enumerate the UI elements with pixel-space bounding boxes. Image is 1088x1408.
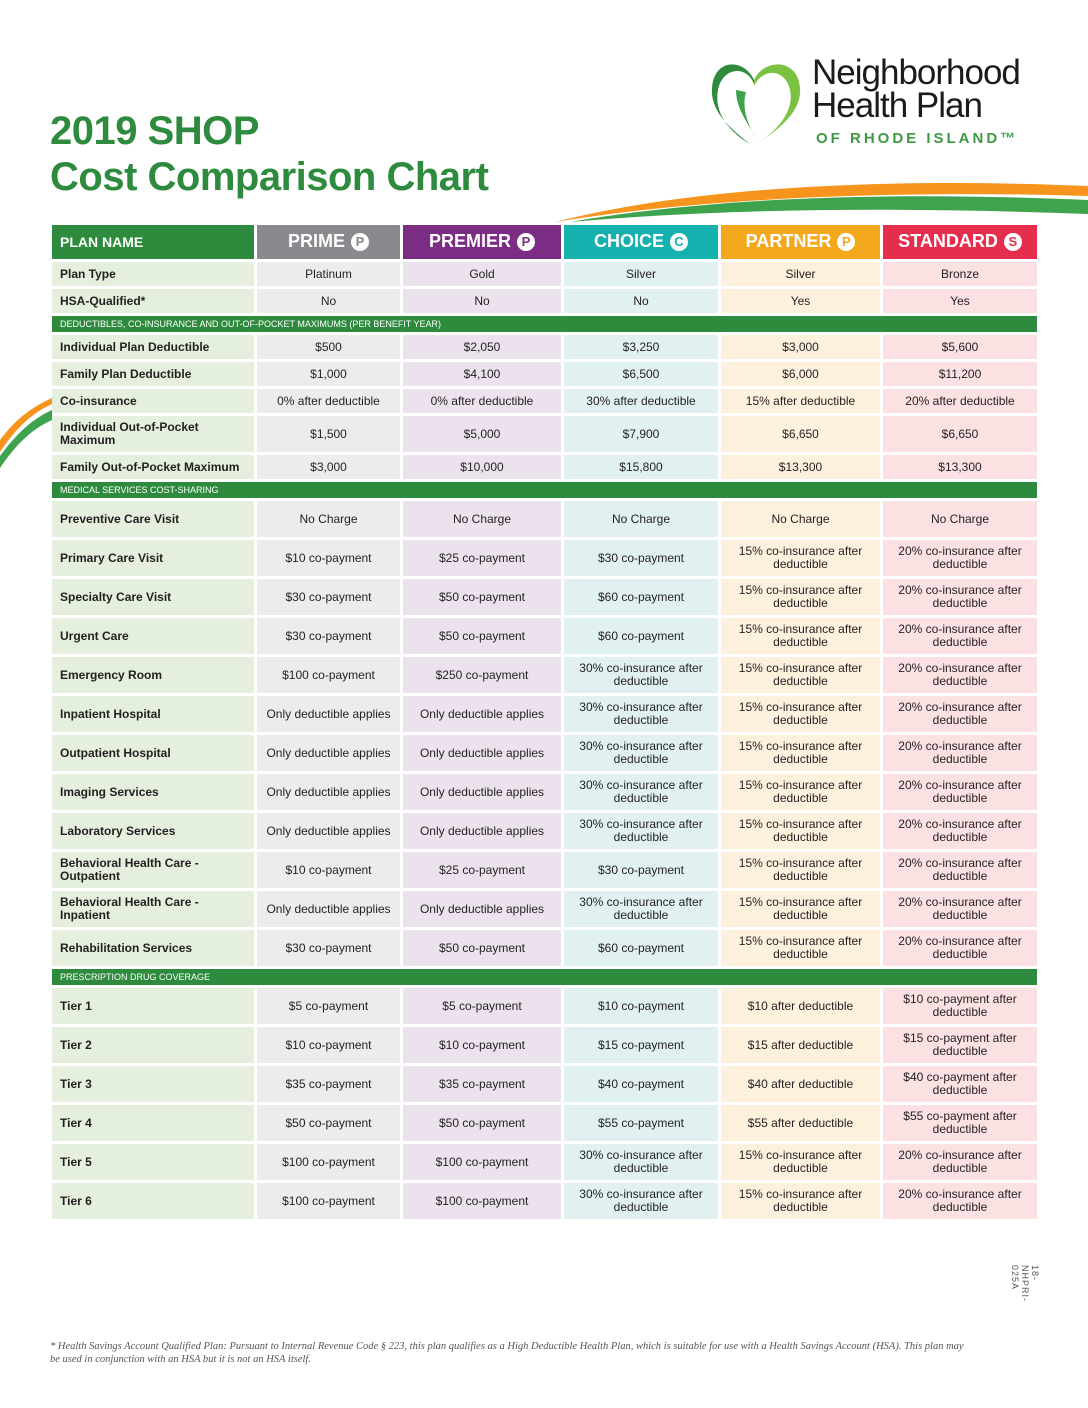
table-cell: 15% co-insurance after deductible xyxy=(721,735,883,774)
table-cell: No xyxy=(257,289,403,316)
table-row xyxy=(52,389,1040,416)
table-cell: No Charge xyxy=(564,501,721,540)
table-cell: 20% co-insurance after deductible xyxy=(883,930,1040,969)
table-cell: No Charge xyxy=(721,501,883,540)
plan-name: CHOICE xyxy=(593,230,664,251)
table-cell: $15 after deductible xyxy=(721,1027,883,1066)
table-cell: $50 co-payment xyxy=(403,618,564,657)
table-cell: $5 co-payment xyxy=(403,988,564,1027)
table-row xyxy=(52,930,1040,969)
table-row xyxy=(52,455,1040,482)
table-row xyxy=(52,289,1040,316)
logo-wordmark xyxy=(812,53,1020,125)
table-row xyxy=(52,1183,1040,1222)
table-cell: 15% co-insurance after deductible xyxy=(721,540,883,579)
table-cell: $6,650 xyxy=(721,416,883,455)
title-line-2: Cost Comparison Chart xyxy=(50,155,489,199)
plan-name: PREMIER xyxy=(428,230,511,251)
table-row xyxy=(52,618,1040,657)
table-cell: Only deductible applies xyxy=(403,813,564,852)
row-label: Plan Type xyxy=(52,262,257,289)
table-cell: $100 co-payment xyxy=(257,657,403,696)
table-cell: $15 co-payment xyxy=(564,1027,721,1066)
table-cell: $30 co-payment xyxy=(257,618,403,657)
table-cell: $60 co-payment xyxy=(564,618,721,657)
table-cell: $60 co-payment xyxy=(564,930,721,969)
logo-subtitle: OF RHODE ISLAND™ xyxy=(816,130,1019,147)
table-cell: 30% co-insurance after deductible xyxy=(564,774,721,813)
table-cell: $10 co-payment xyxy=(257,540,403,579)
table-cell: $50 co-payment xyxy=(403,930,564,969)
table-cell: 20% co-insurance after deductible xyxy=(883,891,1040,930)
table-cell: Only deductible applies xyxy=(257,813,403,852)
table-cell: $5 co-payment xyxy=(257,988,403,1027)
row-label: Co-insurance xyxy=(52,389,257,416)
row-label: Tier 5 xyxy=(52,1144,257,1183)
table-cell: Only deductible applies xyxy=(403,696,564,735)
row-label: Urgent Care xyxy=(52,618,257,657)
row-label: Inpatient Hospital xyxy=(52,696,257,735)
section-title: PRESCRIPTION DRUG COVERAGE xyxy=(52,969,1040,988)
cost-comparison-table xyxy=(52,225,1040,1222)
row-label: Individual Out-of-Pocket Maximum xyxy=(52,416,257,455)
row-label: Preventive Care Visit xyxy=(52,501,257,540)
row-label: Laboratory Services xyxy=(52,813,257,852)
table-row xyxy=(52,1144,1040,1183)
table-cell: $10,000 xyxy=(403,455,564,482)
table-cell: 15% co-insurance after deductible xyxy=(721,1183,883,1222)
table-cell: $13,300 xyxy=(721,455,883,482)
table-cell: Only deductible applies xyxy=(257,774,403,813)
table-cell: 15% co-insurance after deductible xyxy=(721,930,883,969)
table-cell: $10 co-payment after deductible xyxy=(883,988,1040,1027)
table-row xyxy=(52,891,1040,930)
table-cell: $50 co-payment xyxy=(403,579,564,618)
table-cell: 20% co-insurance after deductible xyxy=(883,579,1040,618)
table-cell: 30% co-insurance after deductible xyxy=(564,696,721,735)
table-cell: $3,250 xyxy=(564,335,721,362)
table-cell: $25 co-payment xyxy=(403,852,564,891)
table-cell: $40 co-payment after deductible xyxy=(883,1066,1040,1105)
table-cell: 20% co-insurance after deductible xyxy=(883,852,1040,891)
table-row xyxy=(52,335,1040,362)
company-logo xyxy=(706,50,1046,150)
table-cell: $5,000 xyxy=(403,416,564,455)
table-cell: $30 co-payment xyxy=(564,852,721,891)
table-cell: No Charge xyxy=(883,501,1040,540)
table-cell: 20% co-insurance after deductible xyxy=(883,1183,1040,1222)
heart-swirl-icon xyxy=(706,50,806,150)
row-label: Family Out-of-Pocket Maximum xyxy=(52,455,257,482)
table-cell: Silver xyxy=(564,262,721,289)
table-cell: 15% co-insurance after deductible xyxy=(721,696,883,735)
table-cell: 15% co-insurance after deductible xyxy=(721,813,883,852)
plan-badge-icon: C xyxy=(670,233,688,251)
table-cell: $1,000 xyxy=(257,362,403,389)
table-cell: $10 co-payment xyxy=(257,1027,403,1066)
table-cell: Only deductible applies xyxy=(403,891,564,930)
table-cell: $55 co-payment xyxy=(564,1105,721,1144)
table-row xyxy=(52,735,1040,774)
table-row xyxy=(52,362,1040,389)
table-cell: $11,200 xyxy=(883,362,1040,389)
table-cell: $1,500 xyxy=(257,416,403,455)
table-cell: $6,650 xyxy=(883,416,1040,455)
section-header-row xyxy=(52,969,1040,988)
table-cell: 20% co-insurance after deductible xyxy=(883,618,1040,657)
row-label: HSA-Qualified* xyxy=(52,289,257,316)
table-cell: 0% after deductible xyxy=(257,389,403,416)
table-row xyxy=(52,262,1040,289)
plan-header xyxy=(403,225,564,262)
table-cell: $7,900 xyxy=(564,416,721,455)
table-cell: Only deductible applies xyxy=(403,774,564,813)
table-cell: 30% co-insurance after deductible xyxy=(564,1144,721,1183)
table-cell: $55 after deductible xyxy=(721,1105,883,1144)
table-row xyxy=(52,657,1040,696)
table-cell: $2,050 xyxy=(403,335,564,362)
table-cell: No xyxy=(403,289,564,316)
table-cell: $10 after deductible xyxy=(721,988,883,1027)
section-title: DEDUCTIBLES, CO-INSURANCE AND OUT-OF-POCKET MAXIMUMS (PER BENEFIT YEAR) xyxy=(52,316,1040,335)
plan-badge-icon: P xyxy=(351,233,369,251)
table-cell: $100 co-payment xyxy=(403,1144,564,1183)
plan-name: PRIME xyxy=(287,230,345,251)
table-cell: Only deductible applies xyxy=(257,735,403,774)
table-cell: Yes xyxy=(721,289,883,316)
plan-header xyxy=(721,225,883,262)
table-cell: $15,800 xyxy=(564,455,721,482)
row-label: Rehabilitation Services xyxy=(52,930,257,969)
table-cell: $15 co-payment after deductible xyxy=(883,1027,1040,1066)
table-row xyxy=(52,852,1040,891)
plan-header-row xyxy=(52,225,1040,262)
table-cell: No Charge xyxy=(257,501,403,540)
title-line-1: 2019 SHOP xyxy=(50,109,259,153)
row-label: Tier 3 xyxy=(52,1066,257,1105)
table-cell: $30 co-payment xyxy=(564,540,721,579)
table-cell: 20% co-insurance after deductible xyxy=(883,813,1040,852)
table-cell: $10 co-payment xyxy=(403,1027,564,1066)
logo-line-1: Neighborhood xyxy=(812,53,1020,92)
table-cell: 20% co-insurance after deductible xyxy=(883,735,1040,774)
row-label: Tier 1 xyxy=(52,988,257,1027)
table-cell: 15% co-insurance after deductible xyxy=(721,774,883,813)
table-cell: 20% co-insurance after deductible xyxy=(883,774,1040,813)
table-cell: $500 xyxy=(257,335,403,362)
plan-badge-icon: S xyxy=(1004,233,1022,251)
plan-name: PARTNER xyxy=(745,230,832,251)
table-cell: $10 co-payment xyxy=(564,988,721,1027)
table-cell: Bronze xyxy=(883,262,1040,289)
table-cell: $55 co-payment after deductible xyxy=(883,1105,1040,1144)
table-cell: 0% after deductible xyxy=(403,389,564,416)
row-label: Behavioral Health Care - Inpatient xyxy=(52,891,257,930)
table-cell: $25 co-payment xyxy=(403,540,564,579)
table-cell: $6,000 xyxy=(721,362,883,389)
row-label: Emergency Room xyxy=(52,657,257,696)
table-cell: $30 co-payment xyxy=(257,930,403,969)
row-label: Individual Plan Deductible xyxy=(52,335,257,362)
table-cell: $100 co-payment xyxy=(257,1144,403,1183)
section-header-row xyxy=(52,482,1040,501)
page-title xyxy=(50,108,488,200)
footnote: * Health Savings Account Qualified Plan: Pursuant to Internal Revenue Code § 223, this plan qualifies as a High Deductible Health Plan, which is suitable for use with a Health Savings Account (HSA). This plan may be used in conjunction with an HSA but it is not an HSA itself. xyxy=(50,1341,964,1365)
table-cell: 20% co-insurance after deductible xyxy=(883,1144,1040,1183)
table-cell: 15% co-insurance after deductible xyxy=(721,852,883,891)
table-cell: 15% after deductible xyxy=(721,389,883,416)
row-label: Specialty Care Visit xyxy=(52,579,257,618)
table-cell: 30% co-insurance after deductible xyxy=(564,1183,721,1222)
table-row xyxy=(52,1066,1040,1105)
row-label: Primary Care Visit xyxy=(52,540,257,579)
table-cell: 30% co-insurance after deductible xyxy=(564,813,721,852)
table-cell: $5,600 xyxy=(883,335,1040,362)
table-cell: 15% co-insurance after deductible xyxy=(721,891,883,930)
table-cell: Gold xyxy=(403,262,564,289)
table-cell: $100 co-payment xyxy=(257,1183,403,1222)
table-cell: $40 co-payment xyxy=(564,1066,721,1105)
plan-header xyxy=(257,225,403,262)
table-cell: $250 co-payment xyxy=(403,657,564,696)
table-row xyxy=(52,501,1040,540)
table-cell: 20% co-insurance after deductible xyxy=(883,657,1040,696)
table-row xyxy=(52,988,1040,1027)
table-cell: $35 co-payment xyxy=(403,1066,564,1105)
table-cell: 15% co-insurance after deductible xyxy=(721,579,883,618)
table-cell: Only deductible applies xyxy=(403,735,564,774)
row-label: Family Plan Deductible xyxy=(52,362,257,389)
row-label: Tier 6 xyxy=(52,1183,257,1222)
plan-name-header: PLAN NAME xyxy=(52,225,257,262)
table-cell: Silver xyxy=(721,262,883,289)
table-cell: 30% co-insurance after deductible xyxy=(564,891,721,930)
table-cell: $40 after deductible xyxy=(721,1066,883,1105)
table-cell: 20% co-insurance after deductible xyxy=(883,540,1040,579)
plan-name: STANDARD xyxy=(898,230,998,251)
plan-badge-icon: P xyxy=(517,233,535,251)
table-cell: $4,100 xyxy=(403,362,564,389)
section-header-row xyxy=(52,316,1040,335)
row-label: Outpatient Hospital xyxy=(52,735,257,774)
table-row xyxy=(52,416,1040,455)
table-cell: $6,500 xyxy=(564,362,721,389)
table-row xyxy=(52,813,1040,852)
table-cell: 15% co-insurance after deductible xyxy=(721,657,883,696)
row-label: Tier 4 xyxy=(52,1105,257,1144)
table-cell: $35 co-payment xyxy=(257,1066,403,1105)
table-cell: Only deductible applies xyxy=(257,696,403,735)
table-row xyxy=(52,774,1040,813)
table-cell: $13,300 xyxy=(883,455,1040,482)
table-cell: 15% co-insurance after deductible xyxy=(721,618,883,657)
table-body xyxy=(52,262,1040,1222)
plan-badge-icon: P xyxy=(837,233,855,251)
table-cell: 15% co-insurance after deductible xyxy=(721,1144,883,1183)
section-title: MEDICAL SERVICES COST-SHARING xyxy=(52,482,1040,501)
table-row xyxy=(52,540,1040,579)
table-row xyxy=(52,696,1040,735)
logo-line-2: Health Plan xyxy=(812,86,982,125)
table-cell: 20% after deductible xyxy=(883,389,1040,416)
table-row xyxy=(52,1105,1040,1144)
table-cell: $100 co-payment xyxy=(403,1183,564,1222)
table-cell: 30% co-insurance after deductible xyxy=(564,735,721,774)
table-cell: Yes xyxy=(883,289,1040,316)
table-cell: 30% after deductible xyxy=(564,389,721,416)
table-cell: $50 co-payment xyxy=(403,1105,564,1144)
plan-header xyxy=(883,225,1040,262)
table-row xyxy=(52,1027,1040,1066)
table-cell: Only deductible applies xyxy=(257,891,403,930)
table-cell: $10 co-payment xyxy=(257,852,403,891)
row-label: Imaging Services xyxy=(52,774,257,813)
table-cell: 20% co-insurance after deductible xyxy=(883,696,1040,735)
table-cell: No Charge xyxy=(403,501,564,540)
table-cell: $50 co-payment xyxy=(257,1105,403,1144)
table-cell: No xyxy=(564,289,721,316)
table-cell: $3,000 xyxy=(257,455,403,482)
row-label: Tier 2 xyxy=(52,1027,257,1066)
table-cell: $30 co-payment xyxy=(257,579,403,618)
row-label: Behavioral Health Care - Outpatient xyxy=(52,852,257,891)
document-code: 18-NHPRI-025A xyxy=(1010,1265,1040,1302)
plan-header xyxy=(564,225,721,262)
table-cell: $60 co-payment xyxy=(564,579,721,618)
table-cell: 30% co-insurance after deductible xyxy=(564,657,721,696)
table-cell: $3,000 xyxy=(721,335,883,362)
table-row xyxy=(52,579,1040,618)
table-cell: Platinum xyxy=(257,262,403,289)
